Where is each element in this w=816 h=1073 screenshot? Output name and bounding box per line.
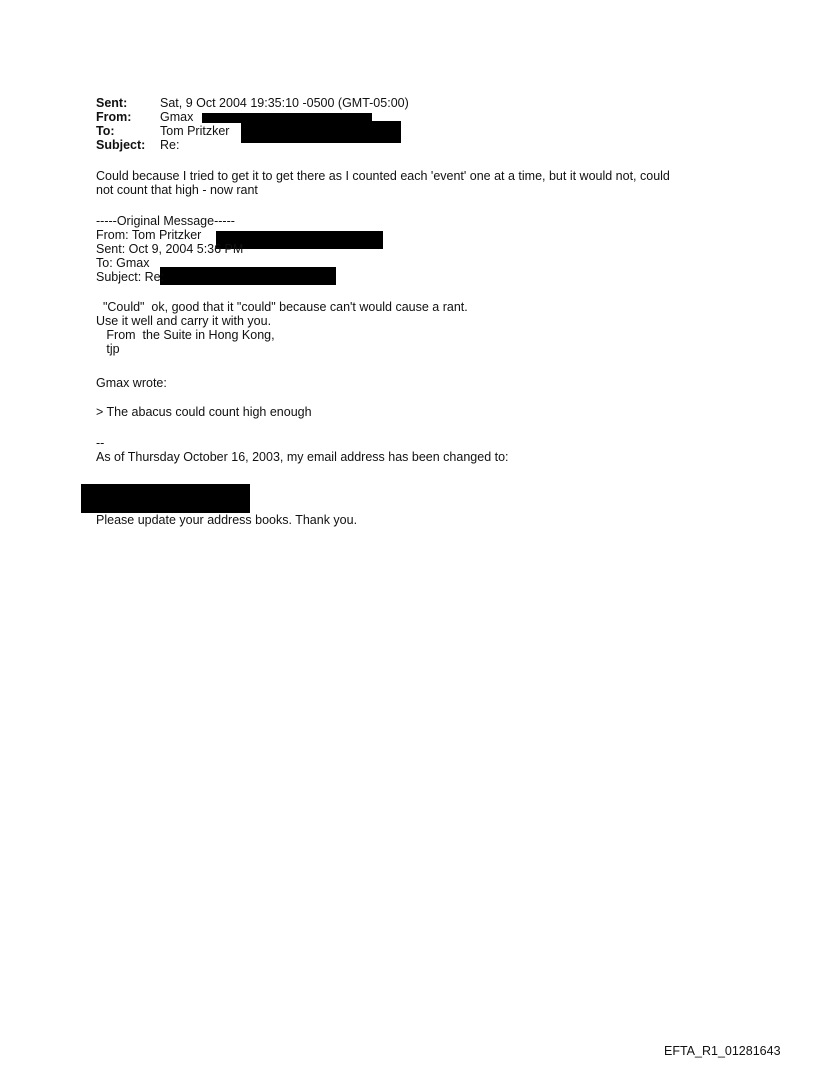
original-sent: Sent: Oct 9, 2004 5:36 PM [96,242,244,256]
to-label: To: [96,124,115,138]
to-value: Tom Pritzker [160,124,230,138]
subject-label: Subject: [96,138,146,152]
quote-line-3: From the Suite in Hong Kong, [96,328,275,342]
from-value: Gmax [160,110,194,124]
wrote-line: Gmax wrote: [96,376,167,390]
redaction-original-to-email [160,267,336,285]
original-to: To: Gmax [96,256,150,270]
sent-value: Sat, 9 Oct 2004 19:35:10 -0500 (GMT-05:00) [160,96,409,110]
signature-dashes: -- [96,436,105,450]
quote-line-4: tjp [96,342,120,356]
signature-notice: As of Thursday October 16, 2003, my email address has been changed to: [96,450,509,464]
redaction-new-email [81,484,250,513]
original-from: From: Tom Pritzker [96,228,202,242]
document-id: EFTA_R1_01281643 [664,1044,781,1058]
reply-line-2: not count that high - now rant [96,183,258,197]
quote-line-1: "Could" ok, good that it "could" because can't would cause a rant. [96,300,468,314]
reply-line-1: Could because I tried to get it to get there as I counted each 'event' one at a time, but it would not, could [96,169,670,183]
signature-update: Please update your address books. Thank you. [96,513,358,527]
from-label: From: [96,110,132,124]
quoted-text: > The abacus could count high enough [96,405,312,419]
original-subject: Subject: Re: [96,270,165,284]
original-divider: -----Original Message----- [96,214,235,228]
subject-value: Re: [160,138,180,152]
sent-label: Sent: [96,96,128,110]
quote-line-2: Use it well and carry it with you. [96,314,272,328]
redaction-to-email [241,121,401,143]
